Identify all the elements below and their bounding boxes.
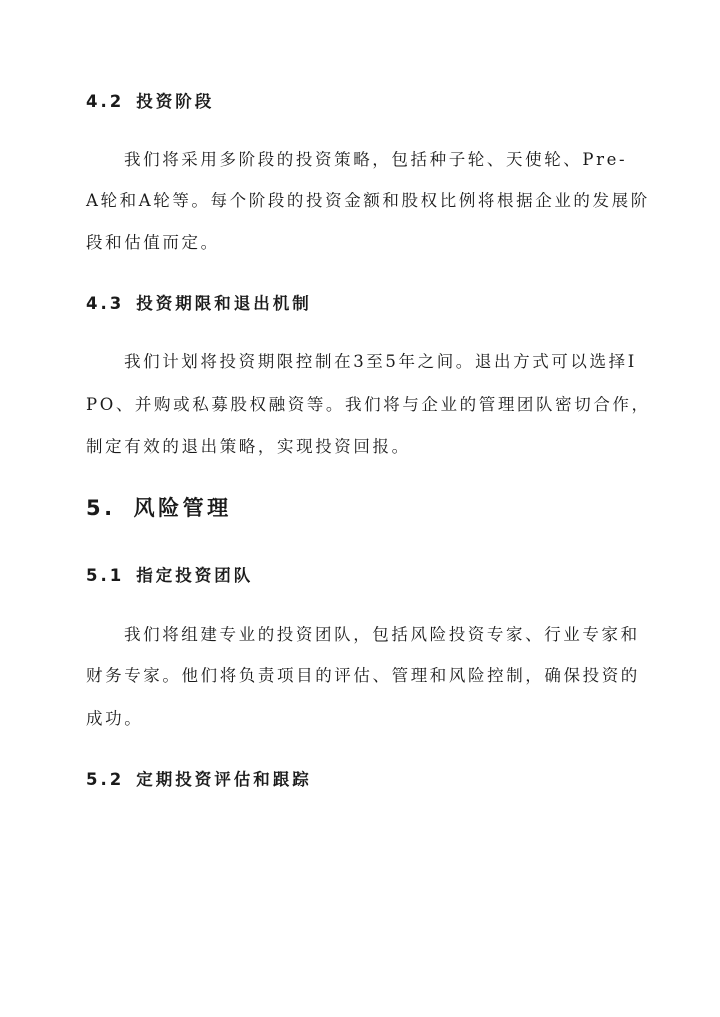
paragraph-line: 我们将组建专业的投资团队，包括风险投资专家、行业专家和 — [124, 625, 640, 644]
chapter-number: 5. — [86, 496, 116, 520]
section-number: 4.2 — [86, 92, 125, 111]
section-title: 投资阶段 — [136, 92, 215, 111]
paragraph-line: PO、并购或私募股权融资等。我们将与企业的管理团队密切合作， — [86, 395, 651, 414]
paragraph-line: 我们将采用多阶段的投资策略，包括种子轮、天使轮、Pre- — [124, 150, 628, 169]
paragraph-line: 财务专家。他们将负责项目的评估、管理和风险控制，确保投资的 — [86, 666, 640, 685]
paragraph-line: 成功。 — [86, 709, 144, 728]
section-heading-5-1 — [86, 566, 253, 586]
paragraph-line: 我们计划将投资期限控制在3至5年之间。退出方式可以选择I — [124, 352, 637, 371]
paragraph-line: 制定有效的退出策略，实现投资回报。 — [86, 437, 411, 456]
section-number: 4.3 — [86, 294, 125, 313]
section-title: 定期投资评估和跟踪 — [136, 770, 312, 789]
section-number: 5.2 — [86, 770, 125, 789]
chapter-heading-5 — [86, 495, 232, 521]
section-heading-4-3 — [86, 294, 312, 314]
section-heading-5-2 — [86, 770, 312, 790]
paragraph-line: 段和估值而定。 — [86, 233, 220, 252]
paragraph-line: A轮和A轮等。每个阶段的投资金额和股权比例将根据企业的发展阶 — [86, 191, 650, 210]
section-title: 投资期限和退出机制 — [136, 294, 312, 313]
section-heading-4-2 — [86, 92, 214, 112]
section-number: 5.1 — [86, 566, 125, 585]
chapter-title: 风险管理 — [133, 496, 232, 520]
section-title: 指定投资团队 — [136, 566, 254, 585]
